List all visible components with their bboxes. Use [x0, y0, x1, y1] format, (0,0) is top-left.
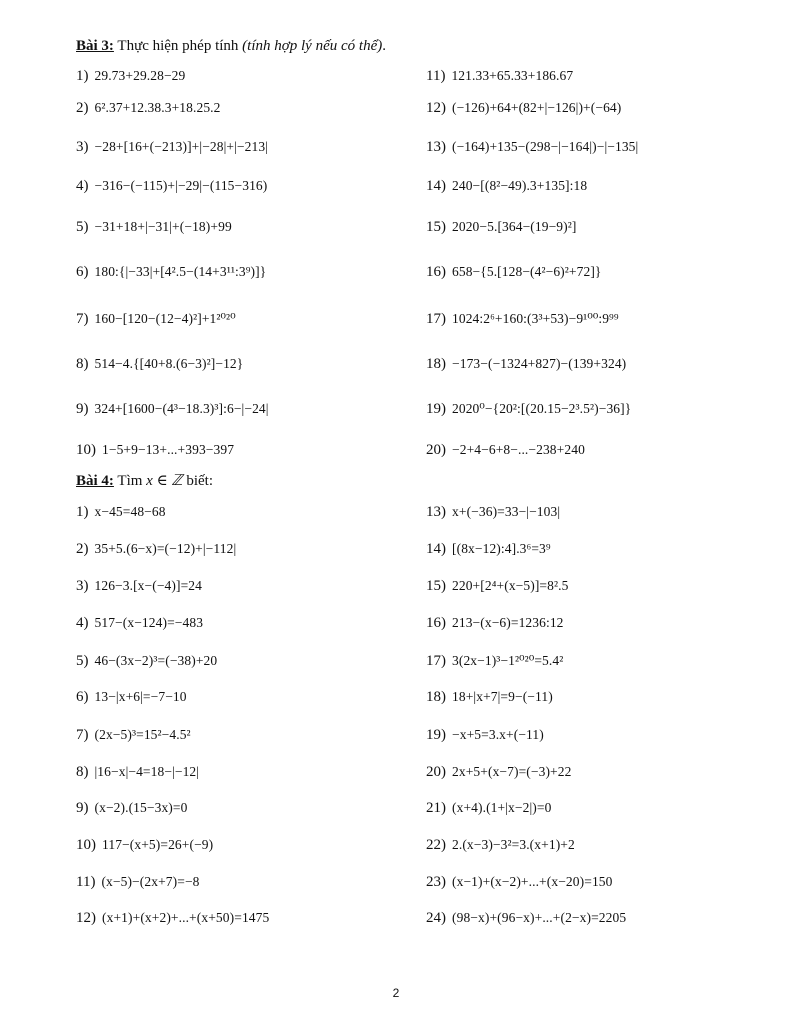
item-expression: 29.73+29.28−29	[94, 68, 186, 83]
item-number: 1)	[76, 504, 89, 520]
item-number: 20)	[426, 442, 446, 458]
exercise-item	[426, 260, 602, 285]
item-number: 3)	[76, 139, 89, 155]
item-expression: 18+|x+7|=9−(−11)	[452, 689, 553, 704]
bai3-end: .	[382, 38, 386, 54]
item-expression: 2x+5+(x−7)=(−3)+22	[452, 764, 572, 779]
item-number: 20)	[426, 764, 446, 780]
bai4-end: biết:	[182, 473, 214, 489]
exercise-item	[426, 796, 551, 821]
item-number: 2)	[76, 541, 89, 557]
item-expression: 180:{|−33|+[4².5−(14+3¹¹:3⁹)]}	[94, 264, 267, 279]
item-number: 1)	[76, 68, 89, 84]
item-expression: 2020⁰−{20²:[(20.15−2³.5²)−36]}	[452, 401, 632, 416]
bai3-text: Thực hiện phép tính	[113, 38, 243, 54]
exercise-item	[426, 174, 587, 199]
item-expression: x+(−36)=33−|−103|	[452, 504, 561, 519]
item-number: 6)	[76, 264, 89, 280]
exercise-item	[426, 760, 571, 785]
exercise-item	[76, 215, 232, 240]
exercise-item	[426, 833, 575, 858]
exercise-row	[0, 500, 792, 524]
exercise-item	[76, 760, 199, 785]
exercise-row	[0, 438, 792, 462]
exercise-item	[426, 611, 564, 636]
exercise-row	[0, 537, 792, 561]
item-expression: 517−(x−124)=−483	[94, 615, 204, 630]
bai4-math: x ∈ ℤ	[146, 473, 183, 489]
exercise-item	[426, 574, 568, 599]
exercise-row	[0, 135, 792, 159]
item-expression: (−164)+135−(298−|−164|)−|−135|	[452, 139, 639, 154]
exercise-row	[0, 307, 792, 331]
exercise-item	[76, 833, 213, 858]
item-number: 15)	[426, 219, 446, 235]
bai3-label: Bài 3:	[76, 38, 114, 54]
item-expression: 658−{5.[128−(4²−6)²+72]}	[452, 264, 602, 279]
item-expression: (x−2).(15−3x)=0	[94, 800, 188, 815]
item-expression: (x+4).(1+|x−2|)=0	[452, 800, 552, 815]
item-number: 19)	[426, 727, 446, 743]
item-number: 6)	[76, 689, 89, 705]
item-number: 5)	[76, 653, 89, 669]
item-expression: 2020−5.[364−(19−9)²]	[452, 219, 577, 234]
item-expression: −2+4−6+8−...−238+240	[452, 442, 585, 457]
exercise-item	[426, 438, 585, 463]
exercise-item	[76, 174, 267, 199]
item-number: 18)	[426, 689, 446, 705]
item-number: 5)	[76, 219, 89, 235]
exercise-item	[426, 906, 626, 931]
item-number: 17)	[426, 653, 446, 669]
exercise-item	[76, 649, 217, 674]
exercise-item	[76, 611, 203, 636]
exercise-item	[76, 870, 200, 895]
exercise-row	[0, 64, 792, 88]
item-number: 14)	[426, 178, 446, 194]
exercise-item	[76, 352, 243, 377]
item-expression: 13−|x+6|=−7−10	[94, 689, 187, 704]
exercise-item	[426, 397, 631, 422]
exercise-item	[76, 438, 234, 463]
exercise-item	[426, 500, 560, 525]
item-number: 4)	[76, 178, 89, 194]
item-expression: 46−(3x−2)³=(−38)+20	[94, 653, 218, 668]
bai4-label: Bài 4:	[76, 473, 114, 489]
item-expression: 6².37+12.38.3+18.25.2	[94, 100, 221, 115]
item-expression: (98−x)+(96−x)+...+(2−x)=2205	[452, 910, 627, 925]
exercise-row	[0, 352, 792, 376]
item-number: 12)	[426, 100, 446, 116]
item-expression: (x−5)−(2x+7)=−8	[101, 874, 200, 889]
item-number: 17)	[426, 311, 446, 327]
exercise-item	[426, 215, 577, 240]
exercise-item	[426, 649, 563, 674]
item-expression: 324+[1600−(4³−18.3)³]:6−|−24|	[94, 401, 269, 416]
exercise-item	[76, 685, 187, 710]
bai3-note: (tính hợp lý nếu có thể)	[242, 38, 383, 54]
bai3-heading	[76, 37, 386, 55]
exercise-item	[76, 906, 269, 931]
exercise-row	[0, 760, 792, 784]
exercise-row	[0, 174, 792, 198]
item-expression: |16−x|−4=18−|−12|	[94, 764, 200, 779]
item-expression: 1024:2⁶+160:(3³+53)−9¹⁰⁰:9⁹⁹	[452, 311, 619, 326]
exercise-item	[76, 135, 268, 160]
item-expression: (2x−5)³=15²−4.5²	[94, 727, 191, 742]
item-number: 4)	[76, 615, 89, 631]
item-expression: 160−[120−(12−4)²]+1²⁰²⁰	[94, 311, 236, 326]
exercise-item	[426, 352, 626, 377]
exercise-item	[76, 574, 202, 599]
item-number: 14)	[426, 541, 446, 557]
exercise-item	[426, 685, 553, 710]
exercise-item	[426, 870, 613, 895]
exercise-item	[426, 537, 551, 562]
item-expression: −28+[16+(−213)]+|−28|+|−213|	[94, 139, 269, 154]
item-number: 13)	[426, 504, 446, 520]
item-number: 13)	[426, 139, 446, 155]
item-expression: x−45=48−68	[94, 504, 166, 519]
item-expression: 514−4.{[40+8.(6−3)²]−12}	[94, 356, 244, 371]
item-number: 22)	[426, 837, 446, 853]
item-expression: 117−(x+5)=26+(−9)	[102, 837, 214, 852]
exercise-row	[0, 611, 792, 635]
item-expression: 1−5+9−13+...+393−397	[102, 442, 235, 457]
item-number: 16)	[426, 264, 446, 280]
item-expression: −31+18+|−31|+(−18)+99	[94, 219, 232, 234]
exercise-item	[426, 135, 638, 160]
exercise-item	[76, 796, 187, 821]
item-expression: [(8x−12):4].3⁶=3⁹	[452, 541, 551, 556]
exercise-item	[76, 64, 185, 89]
exercise-item	[76, 260, 266, 285]
item-number: 9)	[76, 800, 89, 816]
item-number: 3)	[76, 578, 89, 594]
item-expression: −316−(−115)+|−29|−(115−316)	[94, 178, 268, 193]
item-expression: 240−[(8²−49).3+135]:18	[452, 178, 588, 193]
exercise-item	[426, 64, 573, 89]
item-number: 9)	[76, 401, 89, 417]
item-expression: (x+1)+(x+2)+...+(x+50)=1475	[102, 910, 270, 925]
item-number: 19)	[426, 401, 446, 417]
exercise-row	[0, 685, 792, 709]
exercise-row	[0, 260, 792, 284]
item-number: 24)	[426, 910, 446, 926]
item-expression: 213−(x−6)=1236:12	[452, 615, 564, 630]
item-number: 8)	[76, 764, 89, 780]
item-number: 11)	[426, 68, 446, 84]
exercise-row	[0, 870, 792, 894]
page-number: 2	[392, 986, 400, 1000]
exercise-row	[0, 723, 792, 747]
item-expression: 35+5.(6−x)=(−12)+|−112|	[94, 541, 237, 556]
item-number: 10)	[76, 442, 96, 458]
item-number: 15)	[426, 578, 446, 594]
item-expression: 121.33+65.33+186.67	[451, 68, 574, 83]
item-expression: (−126)+64+(82+|−126|)+(−64)	[452, 100, 622, 115]
exercise-row	[0, 649, 792, 673]
item-number: 2)	[76, 100, 89, 116]
item-number: 8)	[76, 356, 89, 372]
exercise-row	[0, 574, 792, 598]
item-expression: −173−(−1324+827)−(139+324)	[452, 356, 627, 371]
exercise-row	[0, 833, 792, 857]
bai4-text: Tìm	[113, 473, 147, 489]
exercise-row	[0, 796, 792, 820]
exercise-item	[76, 307, 236, 332]
item-expression: (x−1)+(x−2)+...+(x−20)=150	[452, 874, 613, 889]
item-number: 23)	[426, 874, 446, 890]
item-number: 7)	[76, 727, 89, 743]
item-number: 21)	[426, 800, 446, 816]
item-number: 16)	[426, 615, 446, 631]
item-expression: 3(2x−1)³−1²⁰²⁰=5.4²	[452, 653, 564, 668]
item-number: 7)	[76, 311, 89, 327]
bai4-heading	[76, 472, 213, 490]
exercise-item	[76, 500, 166, 525]
exercise-row	[0, 397, 792, 421]
item-expression: 2.(x−3)−3²=3.(x+1)+2	[452, 837, 575, 852]
exercise-item	[76, 537, 236, 562]
item-expression: −x+5=3.x+(−11)	[452, 727, 544, 742]
exercise-item	[426, 96, 621, 121]
item-expression: 220+[2⁴+(x−5)]=8².5	[452, 578, 569, 593]
item-number: 18)	[426, 356, 446, 372]
exercise-item	[426, 723, 544, 748]
item-number: 12)	[76, 910, 96, 926]
item-number: 11)	[76, 874, 96, 890]
exercise-item	[76, 96, 221, 121]
exercise-item	[76, 723, 191, 748]
exercise-item	[426, 307, 619, 332]
exercise-row	[0, 215, 792, 239]
exercise-item	[76, 397, 269, 422]
exercise-row	[0, 96, 792, 120]
exercise-row	[0, 906, 792, 930]
item-number: 10)	[76, 837, 96, 853]
item-expression: 126−3.[x−(−4)]=24	[94, 578, 203, 593]
